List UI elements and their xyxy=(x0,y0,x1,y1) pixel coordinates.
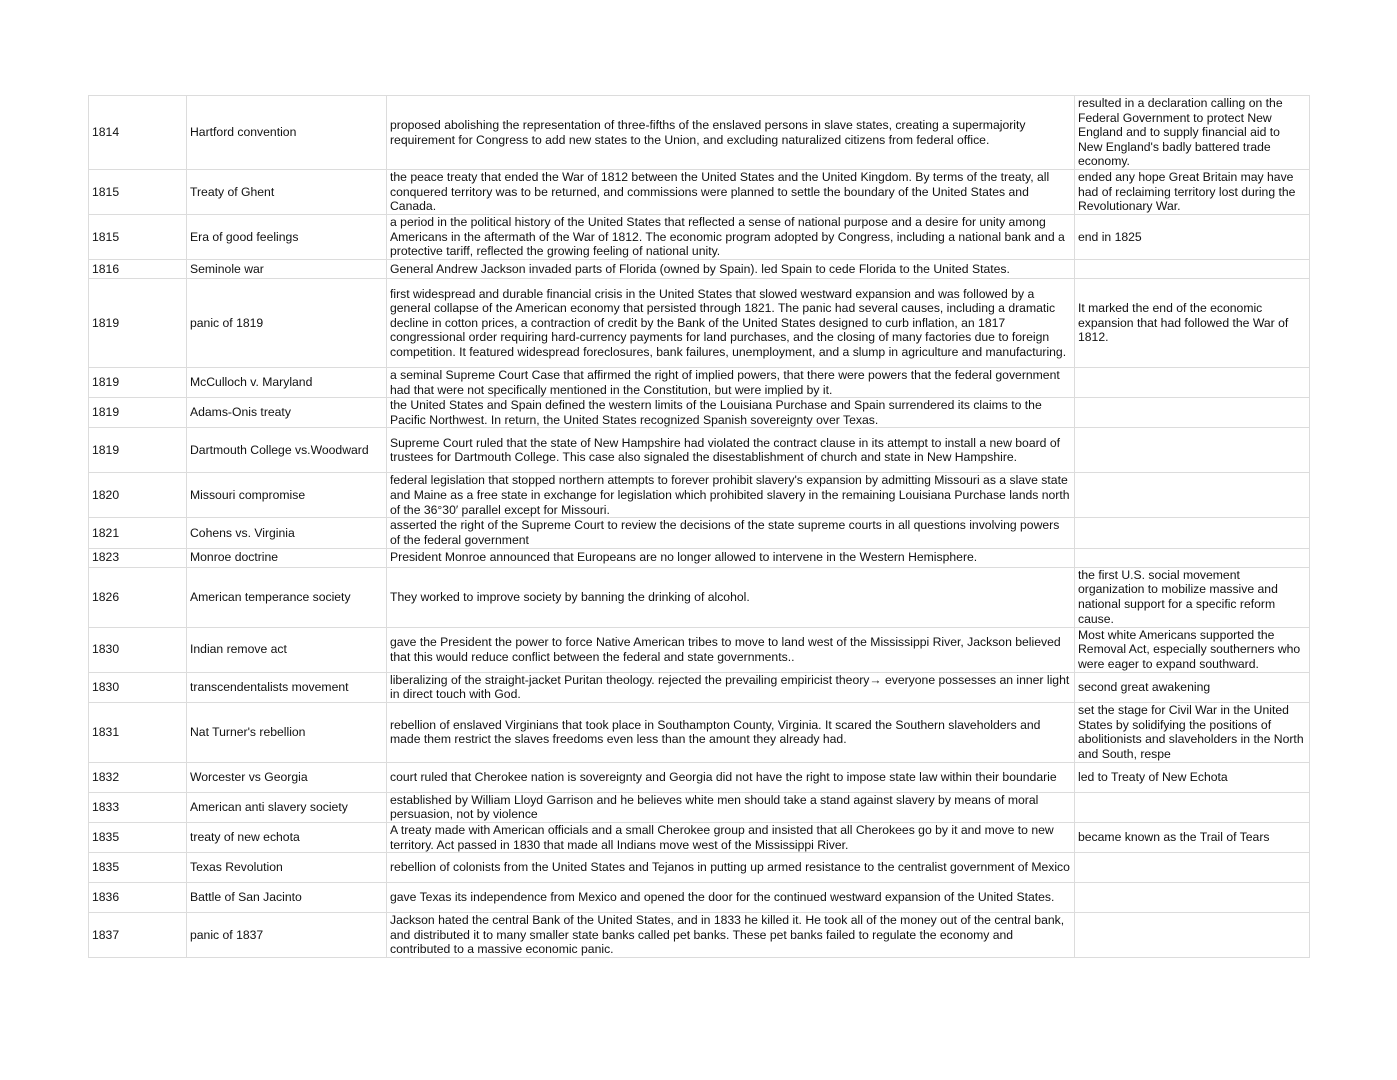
note-cell xyxy=(1075,260,1310,279)
table-row xyxy=(89,567,1310,627)
event-cell: Hartford convention xyxy=(187,96,387,170)
description-cell: court ruled that Cherokee nation is sovereignty and Georgia did not have the right to impose state law within their boundarie xyxy=(387,762,1075,792)
table-row xyxy=(89,672,1310,702)
year-cell: 1819 xyxy=(89,279,187,368)
timeline-table-body xyxy=(89,96,1310,958)
timeline-table xyxy=(88,95,1310,958)
description-cell: proposed abolishing the representation of three-fifths of the enslaved persons in slave states, creating a supermajority requirement for Congress to add new states to the Union, and excluding naturalized citizens from federal office. xyxy=(387,96,1075,170)
note-cell xyxy=(1075,368,1310,398)
table-row xyxy=(89,913,1310,958)
year-cell: 1836 xyxy=(89,883,187,913)
description-cell: rebellion of colonists from the United States and Tejanos in putting up armed resistance to the centralist government of Mexico xyxy=(387,853,1075,883)
event-cell: McCulloch v. Maryland xyxy=(187,368,387,398)
table-row xyxy=(89,853,1310,883)
note-cell xyxy=(1075,473,1310,518)
note-cell: set the stage for Civil War in the United States by solidifying the positions of abolitionists and slaveholders in the North and South, respe xyxy=(1075,702,1310,762)
note-cell: resulted in a declaration calling on the Federal Government to protect New England and to supply financial aid to New England's badly battered trade economy. xyxy=(1075,96,1310,170)
description-cell: liberalizing of the straight-jacket Puritan theology. rejected the prevailing empiricist theory→ everyone possesses an inner light in direct touch with God. xyxy=(387,672,1075,702)
description-cell: established by William Lloyd Garrison and he believes white men should take a stand against slavery by means of moral persuasion, not by violence xyxy=(387,792,1075,822)
description-cell: the peace treaty that ended the War of 1812 between the United States and the United Kingdom. By terms of the treaty, all conquered territory was to be returned, and commissions were planned to settle the boundary of the United States and Canada. xyxy=(387,170,1075,215)
year-cell: 1820 xyxy=(89,473,187,518)
note-cell xyxy=(1075,853,1310,883)
event-cell: Monroe doctrine xyxy=(187,548,387,567)
note-cell xyxy=(1075,398,1310,428)
description-cell: rebellion of enslaved Virginians that took place in Southampton County, Virginia. It scared the Southern slaveholders and made them restrict the slaves freedoms even less than the amount they already had. xyxy=(387,702,1075,762)
table-row xyxy=(89,792,1310,822)
note-cell xyxy=(1075,913,1310,958)
event-cell: transcendentalists movement xyxy=(187,672,387,702)
note-cell: Most white Americans supported the Removal Act, especially southerners who were eager to expand southward. xyxy=(1075,627,1310,672)
event-cell: Adams-Onis treaty xyxy=(187,398,387,428)
table-row xyxy=(89,518,1310,548)
description-cell: Supreme Court ruled that the state of New Hampshire had violated the contract clause in its attempt to install a new board of trustees for Dartmouth College. This case also signaled the disestablishment of church and state in New Hampshire. xyxy=(387,428,1075,473)
year-cell: 1835 xyxy=(89,853,187,883)
table-row xyxy=(89,473,1310,518)
note-cell: led to Treaty of New Echota xyxy=(1075,762,1310,792)
year-cell: 1815 xyxy=(89,215,187,260)
event-cell: Era of good feelings xyxy=(187,215,387,260)
note-cell: ended any hope Great Britain may have had of reclaiming territory lost during the Revolutionary War. xyxy=(1075,170,1310,215)
table-row xyxy=(89,627,1310,672)
year-cell: 1819 xyxy=(89,428,187,473)
year-cell: 1814 xyxy=(89,96,187,170)
year-cell: 1831 xyxy=(89,702,187,762)
year-cell: 1826 xyxy=(89,567,187,627)
year-cell: 1830 xyxy=(89,672,187,702)
year-cell: 1823 xyxy=(89,548,187,567)
description-cell: first widespread and durable financial crisis in the United States that slowed westward expansion and was followed by a general collapse of the American economy that persisted through 1821. The panic had several causes, including a dramatic decline in cotton prices, a contraction of credit by the Bank of the United States designed to curb inflation, an 1817 congressional order requiring hard-currency payments for land purchases, and the closing of many factories due to foreign competition. It featured widespread foreclosures, bank failures, unemployment, and a slump in agriculture and manufacturing. xyxy=(387,279,1075,368)
note-cell: It marked the end of the economic expansion that had followed the War of 1812. xyxy=(1075,279,1310,368)
year-cell: 1816 xyxy=(89,260,187,279)
table-row xyxy=(89,762,1310,792)
event-cell: treaty of new echota xyxy=(187,822,387,852)
note-cell xyxy=(1075,548,1310,567)
event-cell: Cohens vs. Virginia xyxy=(187,518,387,548)
note-cell: second great awakening xyxy=(1075,672,1310,702)
description-cell: a period in the political history of the United States that reflected a sense of national purpose and a desire for unity among Americans in the aftermath of the War of 1812. The economic program adopted by Congress, including a national bank and a protective tariff, reflected the growing feeling of national unity. xyxy=(387,215,1075,260)
event-cell: Indian remove act xyxy=(187,627,387,672)
table-row xyxy=(89,279,1310,368)
table-row xyxy=(89,96,1310,170)
year-cell: 1815 xyxy=(89,170,187,215)
table-row xyxy=(89,260,1310,279)
description-cell: gave the President the power to force Native American tribes to move to land west of the Mississippi River, Jackson believed that this would reduce conflict between the federal and state governments.. xyxy=(387,627,1075,672)
description-cell: the United States and Spain defined the western limits of the Louisiana Purchase and Spain surrendered its claims to the Pacific Northwest. In return, the United States recognized Spanish sovereignty over Texas. xyxy=(387,398,1075,428)
table-row xyxy=(89,548,1310,567)
event-cell: Treaty of Ghent xyxy=(187,170,387,215)
event-cell: Battle of San Jacinto xyxy=(187,883,387,913)
table-row xyxy=(89,702,1310,762)
table-row xyxy=(89,822,1310,852)
table-row xyxy=(89,170,1310,215)
description-cell: President Monroe announced that Europeans are no longer allowed to intervene in the Western Hemisphere. xyxy=(387,548,1075,567)
year-cell: 1835 xyxy=(89,822,187,852)
year-cell: 1830 xyxy=(89,627,187,672)
table-row xyxy=(89,883,1310,913)
event-cell: panic of 1837 xyxy=(187,913,387,958)
description-cell: a seminal Supreme Court Case that affirmed the right of implied powers, that there were powers that the federal government had that were not specifically mentioned in the Constitution, but were implied by it. xyxy=(387,368,1075,398)
event-cell: panic of 1819 xyxy=(187,279,387,368)
note-cell: end in 1825 xyxy=(1075,215,1310,260)
note-cell xyxy=(1075,428,1310,473)
event-cell: Worcester vs Georgia xyxy=(187,762,387,792)
year-cell: 1833 xyxy=(89,792,187,822)
table-row xyxy=(89,368,1310,398)
description-cell: A treaty made with American officials and a small Cherokee group and insisted that all Cherokees go by it and move to new territory. Act passed in 1830 that made all Indians move west of the Mississippi River. xyxy=(387,822,1075,852)
event-cell: American anti slavery society xyxy=(187,792,387,822)
description-cell: asserted the right of the Supreme Court to review the decisions of the state supreme courts in all questions involving powers of the federal government xyxy=(387,518,1075,548)
table-row xyxy=(89,428,1310,473)
event-cell: Seminole war xyxy=(187,260,387,279)
description-cell: They worked to improve society by banning the drinking of alcohol. xyxy=(387,567,1075,627)
event-cell: Texas Revolution xyxy=(187,853,387,883)
note-cell xyxy=(1075,518,1310,548)
note-cell: the first U.S. social movement organization to mobilize massive and national support for a specific reform cause. xyxy=(1075,567,1310,627)
event-cell: Dartmouth College vs.Woodward xyxy=(187,428,387,473)
event-cell: American temperance society xyxy=(187,567,387,627)
year-cell: 1821 xyxy=(89,518,187,548)
year-cell: 1832 xyxy=(89,762,187,792)
note-cell: became known as the Trail of Tears xyxy=(1075,822,1310,852)
table-row xyxy=(89,398,1310,428)
event-cell: Nat Turner's rebellion xyxy=(187,702,387,762)
year-cell: 1819 xyxy=(89,368,187,398)
description-cell: General Andrew Jackson invaded parts of Florida (owned by Spain). led Spain to cede Florida to the United States. xyxy=(387,260,1075,279)
note-cell xyxy=(1075,883,1310,913)
note-cell xyxy=(1075,792,1310,822)
year-cell: 1837 xyxy=(89,913,187,958)
event-cell: Missouri compromise xyxy=(187,473,387,518)
description-cell: Jackson hated the central Bank of the United States, and in 1833 he killed it. He took all of the money out of the central bank, and distributed it to many smaller state banks called pet banks. These pet banks failed to regulate the economy and contributed to a massive economic panic. xyxy=(387,913,1075,958)
description-cell: gave Texas its independence from Mexico and opened the door for the continued westward expansion of the United States. xyxy=(387,883,1075,913)
table-row xyxy=(89,215,1310,260)
description-cell: federal legislation that stopped northern attempts to forever prohibit slavery's expansion by admitting Missouri as a slave state and Maine as a free state in exchange for legislation which prohibited slavery in the remaining Louisiana Purchase lands north of the 36°30′ parallel except for Missouri. xyxy=(387,473,1075,518)
year-cell: 1819 xyxy=(89,398,187,428)
